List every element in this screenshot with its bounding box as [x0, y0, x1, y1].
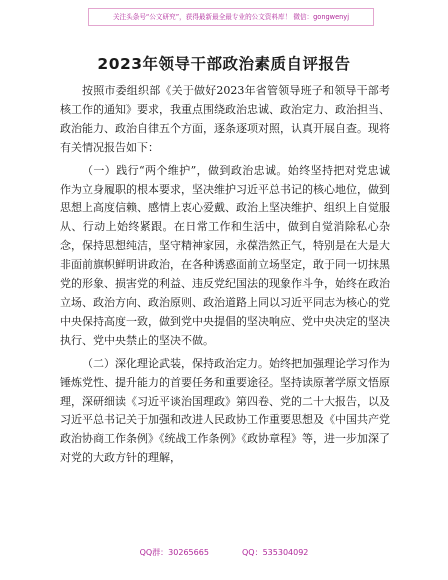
page-footer: [0, 547, 448, 558]
document-body: [60, 82, 390, 472]
footer-qq: QQ：535304092: [242, 548, 309, 557]
section-paragraph-theory-study: （二）深化理论武装，保持政治定力。始终把加强理论学习作为锤炼党性、提升能力的首要任务和重要途径。坚持读原著学原文悟原理，深研细读《习近平谈治国理政》第四卷、党的二十大报告，以及习近平总书记关于加强和改进人民政协工作重要思想及《中国共产党政治协商工作条例》《统战工作条例》《政协章程》等，进一步加深了对党的大政方针的理解，: [60, 356, 390, 465]
intro-paragraph: 按照市委组织部《关于做好2023年省管领导班子和领导干部考核工作的通知》要求，我重点围绕政治忠诚、政治定力、政治担当、政治能力、政治自律五个方面，逐条逐项对照，认真开展自查。现将有关情况报告如下：: [60, 84, 390, 154]
document-title: 2023年领导干部政治素质自评报告: [97, 55, 351, 73]
section-paragraph-political-loyalty: （一）践行“两个维护”，做到政治忠诚。始终坚持把对党忠诚作为立身履职的根本要求，坚决维护习近平总书记的核心地位，做到思想上高度信赖、感情上衷心爱戴、政治上坚决维护、组织上自觉服从、行动上始终紧跟。在日常工作和生活中，做到自觉消除私心杂念，保持思想纯洁，坚守精神家园，永葆浩然正气，特别是在大是大非面前旗帜鲜明讲政治，在各种诱惑面前立场坚定，敢于同一切抹黑党的形象、损害党的利益、违反党纪国法的现象作斗争，始终在政治立场、政治方向、政治原则、政治道路上同以习近平同志为核心的党中央保持高度一致，做到党中央提倡的坚决响应、党中央决定的坚决执行、党中央禁止的坚决不做。: [60, 163, 390, 347]
footer-qq-group: QQ群：30265665: [139, 548, 209, 557]
header-banner: 关注头条号“公文研究”，获得最新最全最专业的公文资料库！ 微信：gongwenyj: [88, 8, 374, 26]
